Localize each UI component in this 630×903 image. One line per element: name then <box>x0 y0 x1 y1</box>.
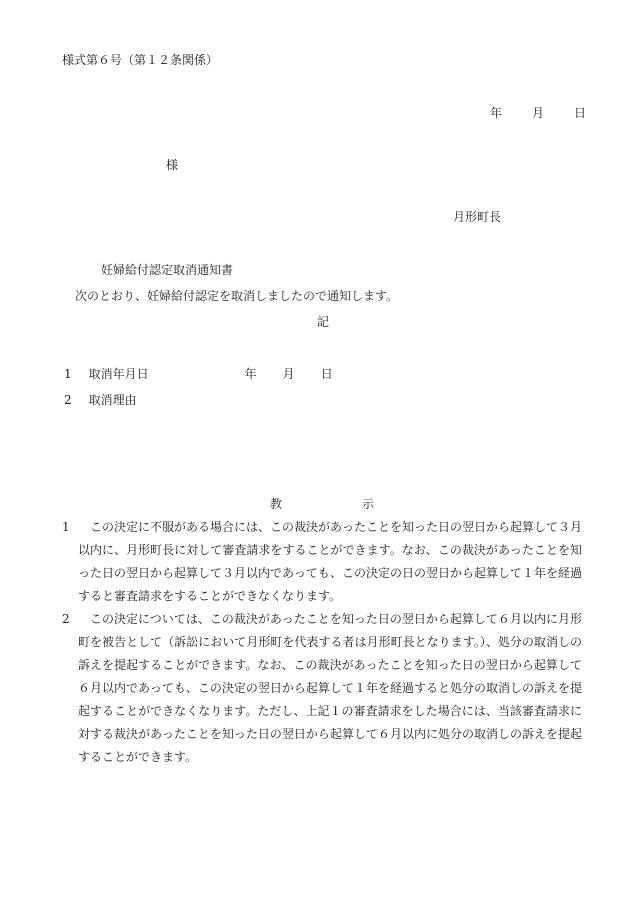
notice-paragraph-number: 1 <box>62 520 70 534</box>
notice-paragraph-text: この決定については、この裁決があったことを知った日の翌日から起算して６月以内に月形町を被告として（訴訟において月形町を代表する者は月形町長となります。）、処分の取消しの訴えを提起することができます。なお、この裁決があったことを知った日の翌日から起算して６月以内であっても、この決定の翌日から起算して１年を経過すると処分の取消しの訴えを提起することができなくなります。ただし、上記１の審査請求をした場合には、当該審査請求に対する裁決があったことを知った日の翌日から起算して６月以内に処分の取消しの訴えを提起することができます。 <box>78 612 582 764</box>
issuer: 月形町長 <box>453 210 502 224</box>
document-title: 妊婦給付認定取消通知書 <box>101 263 234 277</box>
addressee-suffix: 様 <box>166 158 179 172</box>
issue-date-year: 年 <box>490 106 503 120</box>
cancel-date-day: 日 <box>320 367 333 381</box>
issue-date <box>490 105 586 121</box>
form-label: 様式第６号（第１２条関係） <box>62 53 219 67</box>
intro-text: 次のとおり、妊婦給付認定を取消しましたので通知します。 <box>75 289 399 303</box>
record-heading: 記 <box>317 315 330 329</box>
item-label: 取消年月日 <box>88 367 149 381</box>
item-label: 取消理由 <box>88 393 137 407</box>
issue-date-day: 日 <box>574 106 587 120</box>
cancel-date-year: 年 <box>244 367 257 381</box>
item-number: 2 <box>64 393 72 407</box>
notice-heading <box>270 496 374 512</box>
item-cancel-reason <box>64 392 137 408</box>
notice-paragraph-text: この決定に不服がある場合には、この裁決があったことを知った日の翌日から起算して３月以内に、月形町長に対して審査請求をすることができます。なお、この裁決があったことを知った日の翌日から起算して３月以内であっても、この決定の日の翌日から起算して１年を経過すると審査請求をすることができなくなります。 <box>78 520 582 603</box>
item-number: 1 <box>64 367 72 381</box>
item-cancel-date <box>64 366 333 382</box>
notice-heading-left: 教 <box>270 497 283 511</box>
notice-paragraph <box>62 516 582 608</box>
notice-heading-right: 示 <box>362 497 375 511</box>
issue-date-month: 月 <box>532 106 545 120</box>
notice-paragraph-number: 2 <box>62 612 70 626</box>
notice-list <box>62 516 582 769</box>
cancel-date-month: 月 <box>282 367 295 381</box>
notice-paragraph <box>62 608 582 769</box>
